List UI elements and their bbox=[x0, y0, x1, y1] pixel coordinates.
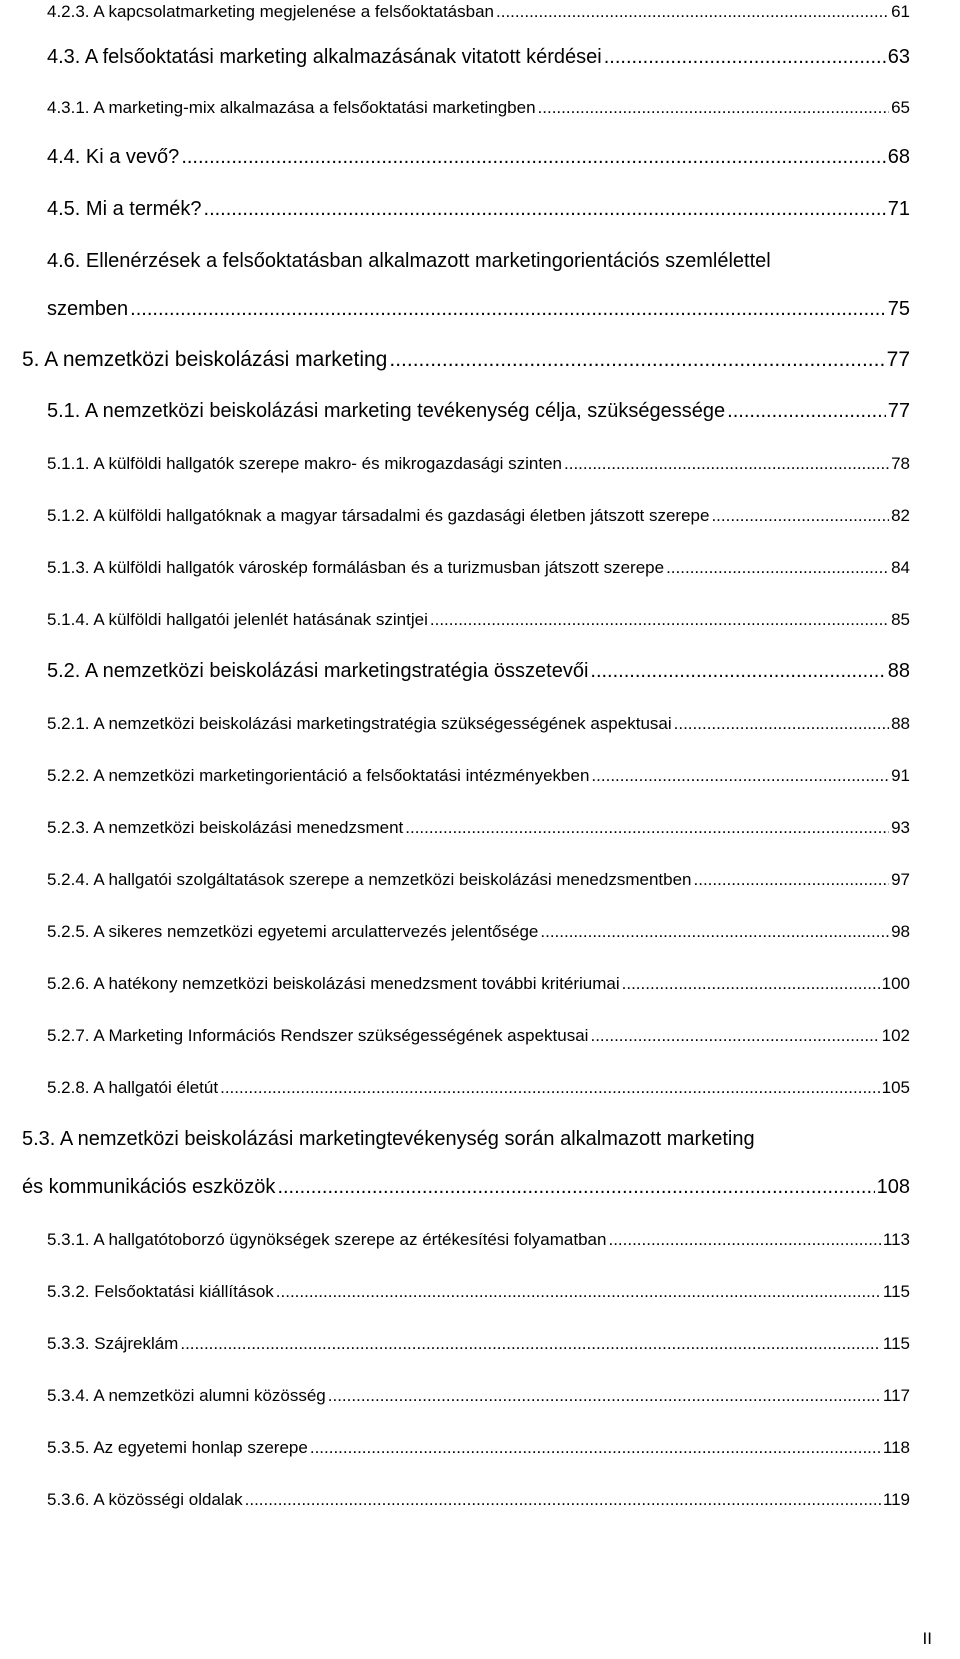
toc-entry-title: 5.3.4. A nemzetközi alumni közösség bbox=[47, 1386, 326, 1405]
toc-entry-title: 5.2.3. A nemzetközi beiskolázási menedzsment bbox=[47, 818, 404, 837]
toc-entry-title: 4.5. Mi a termék? bbox=[47, 198, 202, 220]
toc-entry[interactable] bbox=[47, 400, 910, 423]
toc-entry[interactable] bbox=[47, 1438, 910, 1458]
dot-leader bbox=[604, 46, 886, 69]
toc-entry-title: 5.1. A nemzetközi beiskolázási marketing tevékenység célja, szükségessége bbox=[47, 400, 726, 422]
dot-leader bbox=[591, 766, 889, 786]
toc-entry-page: 71 bbox=[887, 198, 910, 220]
dot-leader bbox=[727, 400, 886, 423]
dot-leader bbox=[204, 198, 886, 221]
toc-entry-page: 68 bbox=[887, 146, 910, 168]
toc-entry[interactable] bbox=[22, 1176, 910, 1199]
dot-leader bbox=[277, 1176, 874, 1199]
dot-leader bbox=[622, 974, 880, 994]
dot-leader bbox=[540, 922, 889, 942]
toc-entry[interactable] bbox=[47, 766, 910, 786]
dot-leader bbox=[430, 610, 889, 630]
dot-leader bbox=[276, 1282, 881, 1302]
toc-entry-page: 91 bbox=[891, 766, 910, 785]
toc-entry-page: 63 bbox=[887, 46, 910, 68]
toc-entry-title-line2: és kommunikációs eszközök bbox=[22, 1176, 276, 1198]
toc-entry-title: 5.3.3. Szájreklám bbox=[47, 1334, 179, 1353]
dot-leader bbox=[674, 714, 889, 734]
toc-entry-page: 75 bbox=[887, 298, 910, 320]
dot-leader bbox=[130, 298, 886, 321]
toc-entry-page: 97 bbox=[891, 870, 910, 889]
toc-entry[interactable] bbox=[47, 714, 910, 734]
toc-entry-page: 115 bbox=[882, 1334, 910, 1353]
page-number: II bbox=[922, 1629, 932, 1648]
toc-entry-title: 5.2.8. A hallgatói életút bbox=[47, 1078, 219, 1097]
toc-entry-page: 88 bbox=[887, 660, 910, 682]
toc-entry-title: 5.2.1. A nemzetközi beiskolázási marketingstratégia szükségességének aspektusai bbox=[47, 714, 672, 733]
dot-leader bbox=[590, 1026, 879, 1046]
dot-leader bbox=[245, 1490, 881, 1510]
toc-entry-title: 4.4. Ki a vevő? bbox=[47, 146, 180, 168]
toc-entry-title-line1[interactable]: 4.6. Ellenérzések a felsőoktatásban alkalmazott marketingorientációs szemlélettel bbox=[47, 250, 771, 272]
dot-leader bbox=[711, 506, 889, 526]
toc-entry-title: 5.3.1. A hallgatótoborzó ügynökségek szerepe az értékesítési folyamatban bbox=[47, 1230, 607, 1249]
toc-entry[interactable] bbox=[47, 1386, 910, 1406]
dot-leader bbox=[666, 558, 889, 578]
toc-entry-page: 115 bbox=[882, 1282, 910, 1301]
toc-entry[interactable] bbox=[47, 1230, 910, 1250]
dot-leader bbox=[538, 98, 890, 118]
toc-entry[interactable] bbox=[47, 1282, 910, 1302]
toc-entry-page: 98 bbox=[891, 922, 910, 941]
toc-entry-page: 78 bbox=[891, 454, 910, 473]
toc-entry-page: 85 bbox=[891, 610, 910, 629]
toc-entry[interactable] bbox=[47, 1490, 910, 1510]
toc-entry-page: 102 bbox=[881, 1026, 910, 1045]
toc-entry[interactable] bbox=[47, 298, 910, 321]
toc-entry-page: 65 bbox=[891, 98, 910, 117]
toc-entry[interactable] bbox=[47, 660, 910, 683]
toc-entry-title: 5.2.6. A hatékony nemzetközi beiskolázási menedzsment további kritériumai bbox=[47, 974, 620, 993]
toc-entry-page: 117 bbox=[882, 1386, 910, 1405]
toc-entry-title: 4.3.1. A marketing-mix alkalmazása a felsőoktatási marketingben bbox=[47, 98, 536, 117]
toc-entry-title: 5.2.4. A hallgatói szolgáltatások szerepe a nemzetközi beiskolázási menedzsmentben bbox=[47, 870, 692, 889]
toc-entry[interactable] bbox=[47, 922, 910, 942]
toc-entry[interactable] bbox=[47, 870, 910, 890]
dot-leader bbox=[310, 1438, 881, 1458]
toc-entry-title: 4.3. A felsőoktatási marketing alkalmazásának vitatott kérdései bbox=[47, 46, 602, 68]
toc-entry-title: 4.2.3. A kapcsolatmarketing megjelenése a felsőoktatásban bbox=[47, 2, 495, 21]
toc-entry-page: 82 bbox=[891, 506, 910, 525]
dot-leader bbox=[564, 454, 889, 474]
toc-entry-page: 108 bbox=[876, 1176, 910, 1198]
toc-entry[interactable] bbox=[47, 558, 910, 578]
dot-leader bbox=[590, 660, 885, 683]
toc-entry-page: 93 bbox=[891, 818, 910, 837]
toc-entry-page: 113 bbox=[882, 1230, 910, 1249]
dot-leader bbox=[389, 348, 884, 372]
toc-entry[interactable] bbox=[47, 506, 910, 526]
toc-entry[interactable] bbox=[47, 1078, 910, 1098]
toc-entry[interactable] bbox=[47, 610, 910, 630]
toc-entry-page: 61 bbox=[891, 2, 910, 21]
toc-entry-title: 5.3.2. Felsőoktatási kiállítások bbox=[47, 1282, 274, 1301]
toc-entry[interactable] bbox=[22, 348, 910, 372]
toc-entry-page: 77 bbox=[886, 348, 910, 371]
dot-leader bbox=[608, 1230, 880, 1250]
toc-entry-title: 5.1.1. A külföldi hallgatók szerepe makro- és mikrogazdasági szinten bbox=[47, 454, 562, 473]
toc-entry-page: 119 bbox=[882, 1490, 910, 1509]
dot-leader bbox=[181, 146, 885, 169]
toc-entry[interactable] bbox=[47, 818, 910, 838]
toc-entry[interactable] bbox=[47, 1334, 910, 1354]
toc-entry[interactable] bbox=[47, 974, 910, 994]
toc-entry[interactable] bbox=[47, 1026, 910, 1046]
toc-entry-title: 5. A nemzetközi beiskolázási marketing bbox=[22, 348, 388, 371]
toc-entry-page: 88 bbox=[891, 714, 910, 733]
toc-entry-title: 5.2.5. A sikeres nemzetközi egyetemi arculattervezés jelentősége bbox=[47, 922, 539, 941]
toc-entry[interactable] bbox=[47, 46, 910, 69]
toc-entry-title-line2: szemben bbox=[47, 298, 129, 320]
toc-entry-title-line1[interactable]: 5.3. A nemzetközi beiskolázási marketingtevékenység során alkalmazott marketing bbox=[22, 1128, 755, 1150]
dot-leader bbox=[220, 1078, 880, 1098]
toc-entry[interactable] bbox=[47, 454, 910, 474]
toc-entry[interactable] bbox=[47, 146, 910, 169]
toc-entry-page: 77 bbox=[887, 400, 910, 422]
toc-entry-page: 118 bbox=[882, 1438, 910, 1457]
toc-entry[interactable] bbox=[47, 98, 910, 118]
dot-leader bbox=[496, 2, 889, 22]
toc-entry-title: 5.1.3. A külföldi hallgatók városkép formálásban és a turizmusban játszott szerepe bbox=[47, 558, 665, 577]
toc-entry[interactable] bbox=[47, 2, 910, 22]
toc-entry-title: 5.1.2. A külföldi hallgatóknak a magyar társadalmi és gazdasági életben játszott szerepe bbox=[47, 506, 710, 525]
dot-leader bbox=[405, 818, 889, 838]
toc-entry-page: 84 bbox=[891, 558, 910, 577]
toc-entry-title: 5.2.7. A Marketing Információs Rendszer szükségességének aspektusai bbox=[47, 1026, 589, 1045]
dot-leader bbox=[328, 1386, 881, 1406]
toc-entry-title: 5.1.4. A külföldi hallgatói jelenlét hatásának szintjei bbox=[47, 610, 428, 629]
toc-entry-title: 5.2. A nemzetközi beiskolázási marketingstratégia összetevői bbox=[47, 660, 589, 682]
toc-entry-title: 5.2.2. A nemzetközi marketingorientáció a felsőoktatási intézményekben bbox=[47, 766, 590, 785]
toc-entry-title: 5.3.6. A közösségi oldalak bbox=[47, 1490, 243, 1509]
toc-entry-page: 100 bbox=[881, 974, 910, 993]
dot-leader bbox=[694, 870, 890, 890]
toc-entry-page: 105 bbox=[881, 1078, 910, 1097]
toc-entry-title: 5.3.5. Az egyetemi honlap szerepe bbox=[47, 1438, 308, 1457]
toc-entry[interactable] bbox=[47, 198, 910, 221]
dot-leader bbox=[180, 1334, 881, 1354]
